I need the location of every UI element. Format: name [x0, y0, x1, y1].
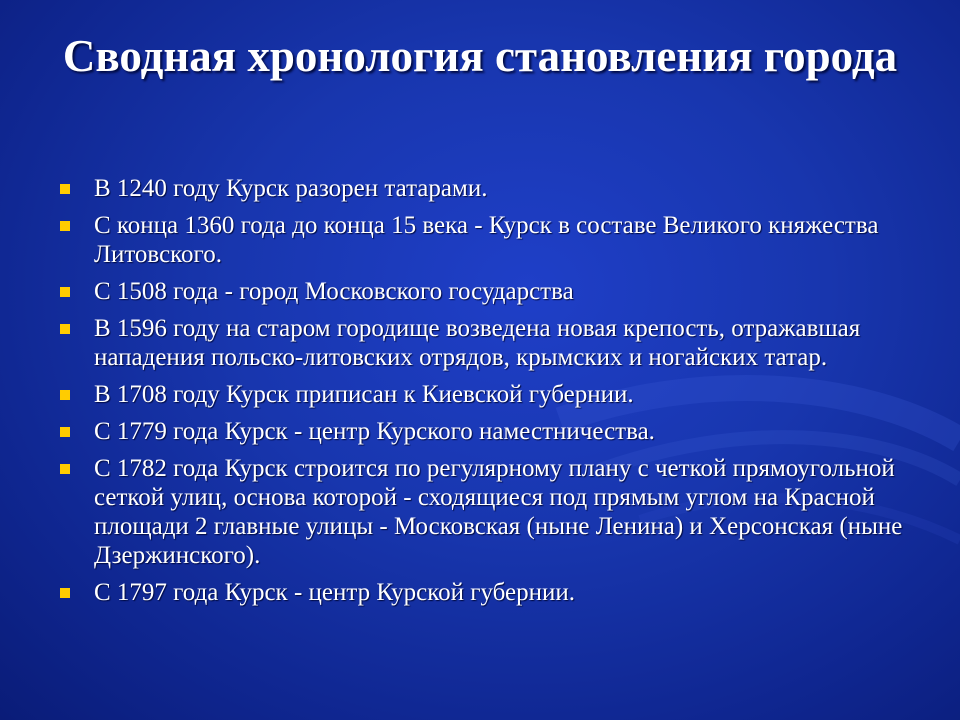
- list-item: [56, 174, 916, 203]
- square-bullet-icon: [60, 324, 70, 334]
- list-item-text: С конца 1360 года до конца 15 века - Курск в составе Великого княжества Литовского.: [94, 212, 879, 268]
- list-item-text: С 1508 года - город Московского государства: [94, 278, 574, 305]
- list-item: [56, 314, 916, 372]
- square-bullet-icon: [60, 390, 70, 400]
- square-bullet-icon: [60, 287, 70, 297]
- square-bullet-icon: [60, 427, 70, 437]
- list-item-text: С 1782 года Курск строится по регулярному плану с четкой прямоугольной сеткой улиц, основа которой - сходящиеся под прямым углом на Красной площади 2 главные улицы - Московская (ныне Ленина) и Херсонская (ныне Дзержинского).: [94, 455, 903, 569]
- slide-title: Сводная хронология становления города: [62, 31, 898, 81]
- list-item-text: В 1596 году на старом городище возведена новая крепость, отражавшая нападения польско-литовских отрядов, крымских и ногайских татар.: [94, 315, 861, 371]
- list-item-text: С 1797 года Курск - центр Курской губернии.: [94, 579, 576, 606]
- list-item: [56, 578, 916, 607]
- list-item: [56, 211, 916, 269]
- list-item: [56, 454, 916, 570]
- square-bullet-icon: [60, 184, 70, 194]
- list-item: [56, 417, 916, 446]
- square-bullet-icon: [60, 221, 70, 231]
- square-bullet-icon: [60, 588, 70, 598]
- list-item-text: В 1240 году Курск разорен татарами.: [94, 175, 488, 202]
- list-item-text: В 1708 году Курск приписан к Киевской губернии.: [94, 381, 634, 408]
- list-item: [56, 380, 916, 409]
- chronology-list: [56, 174, 916, 615]
- list-item: [56, 277, 916, 306]
- square-bullet-icon: [60, 464, 70, 474]
- list-item-text: С 1779 года Курск - центр Курского наместничества.: [94, 418, 655, 445]
